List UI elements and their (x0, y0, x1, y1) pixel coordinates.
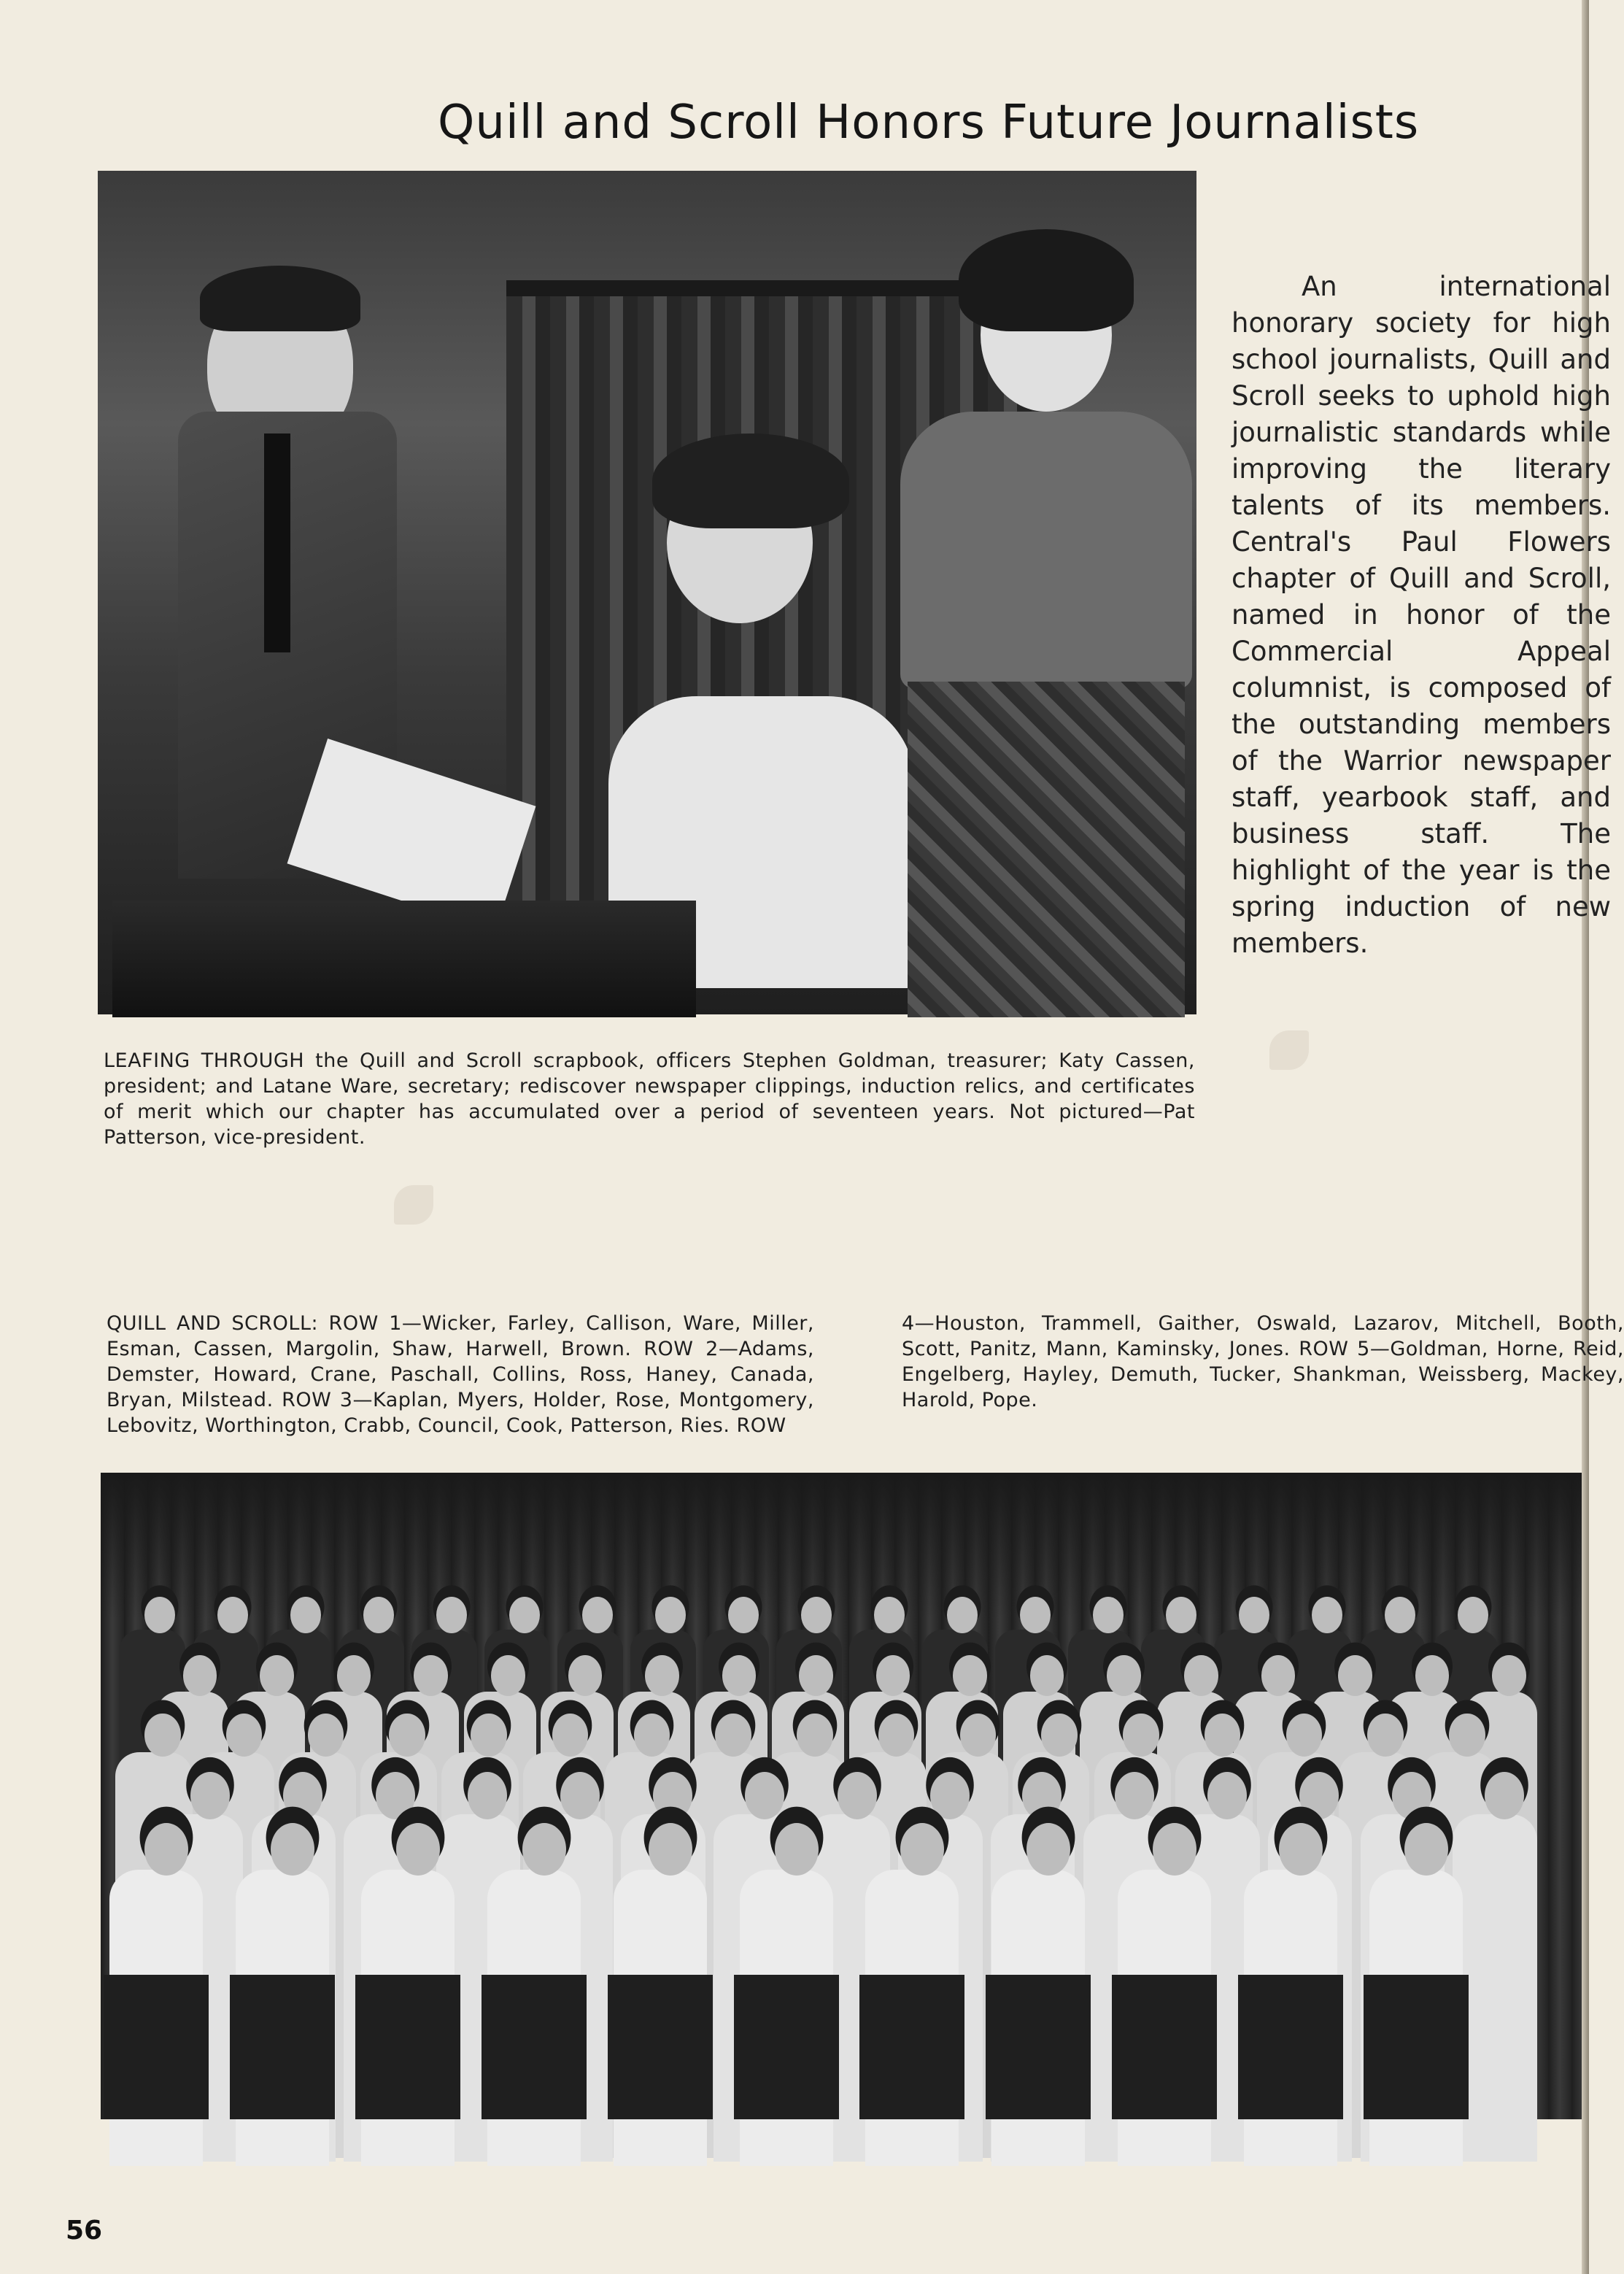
member-head (634, 1714, 670, 1757)
member-head (271, 1823, 314, 1876)
member-head (1299, 1772, 1339, 1819)
member-head (414, 1655, 448, 1696)
officers-caption: LEAFING THROUGH the Quill and Scroll scrapbook, officers Stephen Goldman, treasurer; Katy Cassen, president; and Latane Ware, secretary; rediscover newspaper clippings, induction relics, and certificates of merit which our chapter has accumulated over a period of seventeen years. Not pictured—Pat Patterson, vice-president. (104, 1049, 1195, 1149)
member-head (509, 1597, 540, 1633)
member-head (1458, 1597, 1488, 1633)
member-head (930, 1772, 970, 1819)
member-head (491, 1655, 525, 1696)
member-head (1392, 1772, 1431, 1819)
member-head (363, 1597, 394, 1633)
member-skirt (355, 1975, 460, 2119)
member-head (947, 1597, 978, 1633)
member-head (1166, 1597, 1196, 1633)
member-head (653, 1772, 692, 1819)
member-head (900, 1823, 944, 1876)
member-head (953, 1655, 987, 1696)
member-head (722, 1655, 757, 1696)
member-head (471, 1714, 507, 1757)
member-head (1367, 1714, 1404, 1757)
member-head (144, 1714, 181, 1757)
member-head (1030, 1655, 1064, 1696)
member-skirt (734, 1975, 839, 2119)
member-head (1338, 1655, 1372, 1696)
group-photo (101, 1473, 1582, 2119)
member-head (376, 1772, 415, 1819)
member-head (522, 1823, 566, 1876)
page-title: Quill and Scroll Honors Future Journalists (438, 95, 1420, 150)
member-head (308, 1714, 344, 1757)
roster-caption-right (902, 1311, 1624, 1435)
member-skirt (230, 1975, 335, 2119)
member-head (144, 1823, 188, 1876)
member-head (645, 1655, 679, 1696)
member-head (337, 1655, 371, 1696)
member-head (801, 1597, 832, 1633)
member-skirt (608, 1975, 713, 2119)
member-head (260, 1655, 294, 1696)
member-skirt (1364, 1975, 1469, 2119)
leaf-watermark-icon (1269, 1030, 1309, 1070)
member-skirt (1112, 1975, 1217, 2119)
member-head (190, 1772, 230, 1819)
member-head (468, 1772, 507, 1819)
member-skirt (1238, 1975, 1343, 2119)
member-head (582, 1597, 613, 1633)
member-head (560, 1772, 600, 1819)
intro-paragraph: An international honorary society for high school journalists, Quill and Scroll seeks to uphold high journalistic standards while improving the literary talents of its members. Central's Paul Flowers chapter of Quill and Scroll, named in honor of the Commercial Appeal columnist, is composed of the outstanding members of the Warrior newspaper staff, yearbook staff, and business staff. The highlight of the year is the spring induction of new members. (1231, 271, 1611, 959)
member-head (876, 1655, 910, 1696)
member-skirt (859, 1975, 964, 2119)
member-head (183, 1655, 217, 1696)
member-head (1492, 1655, 1526, 1696)
member-head (874, 1597, 905, 1633)
member-head (960, 1714, 997, 1757)
member-head (217, 1597, 248, 1633)
member-skirt (482, 1975, 587, 2119)
member-head (144, 1597, 175, 1633)
member-head (1153, 1823, 1196, 1876)
member-head (649, 1823, 692, 1876)
member-head (1485, 1772, 1524, 1819)
member-head (436, 1597, 467, 1633)
member-head (728, 1597, 759, 1633)
member-head (1123, 1714, 1159, 1757)
roster-caption-left: QUILL AND SCROLL: ROW 1—Wicker, Farley, Callison, Ware, Miller, Esman, Cassen, Margolin, Shaw, Harwell, Brown. ROW 2—Adams, Demster, Howard, Crane, Paschall, Collins, Ross, Haney, Canada, Bryan, Milstead. ROW 3—Kaplan, Myers, Holder, Rose, Montgomery, Lebovitz, Worthington, Crabb, Council, Cook, Patterson, Ries. ROW (107, 1312, 814, 1437)
member-head (1312, 1597, 1342, 1633)
member-head (1207, 1772, 1247, 1819)
member-head (1093, 1597, 1124, 1633)
member-head (290, 1597, 321, 1633)
member-head (1184, 1655, 1218, 1696)
member-head (1415, 1655, 1450, 1696)
member-head (1020, 1597, 1051, 1633)
intro-text (1231, 269, 1611, 959)
member-head (1449, 1714, 1485, 1757)
member-head (745, 1772, 784, 1819)
member-head (1026, 1823, 1070, 1876)
member-skirt (104, 1975, 209, 2119)
member-head (1107, 1655, 1141, 1696)
leaf-watermark-icon (394, 1185, 433, 1225)
page-number: 56 (66, 2216, 103, 2246)
member-head (1404, 1823, 1448, 1876)
member-head (1261, 1655, 1296, 1696)
member-head (283, 1772, 322, 1819)
member-head (775, 1823, 819, 1876)
member-head (1239, 1597, 1269, 1633)
member-head (655, 1597, 686, 1633)
member-head (1385, 1597, 1415, 1633)
member-head (1115, 1772, 1154, 1819)
member-head (1279, 1823, 1323, 1876)
member-head (838, 1772, 877, 1819)
member-head (1022, 1772, 1062, 1819)
member-skirt (986, 1975, 1091, 2119)
officers-photo (98, 171, 1196, 1014)
member-head (568, 1655, 603, 1696)
member-head (799, 1655, 833, 1696)
member-head (797, 1714, 833, 1757)
member-head (715, 1714, 751, 1757)
roster-caption-right-text: 4—Houston, Trammell, Gaither, Oswald, Lazarov, Mitchell, Booth, Scott, Panitz, Mann, Kaminsky, Jones. ROW 5—Goldman, Horne, Reid, Engelberg, Hayley, Demuth, Tucker, Shankman, Weissberg, Mackey, Harold, Pope. (902, 1312, 1624, 1411)
member-head (1041, 1714, 1078, 1757)
member-head (389, 1714, 425, 1757)
